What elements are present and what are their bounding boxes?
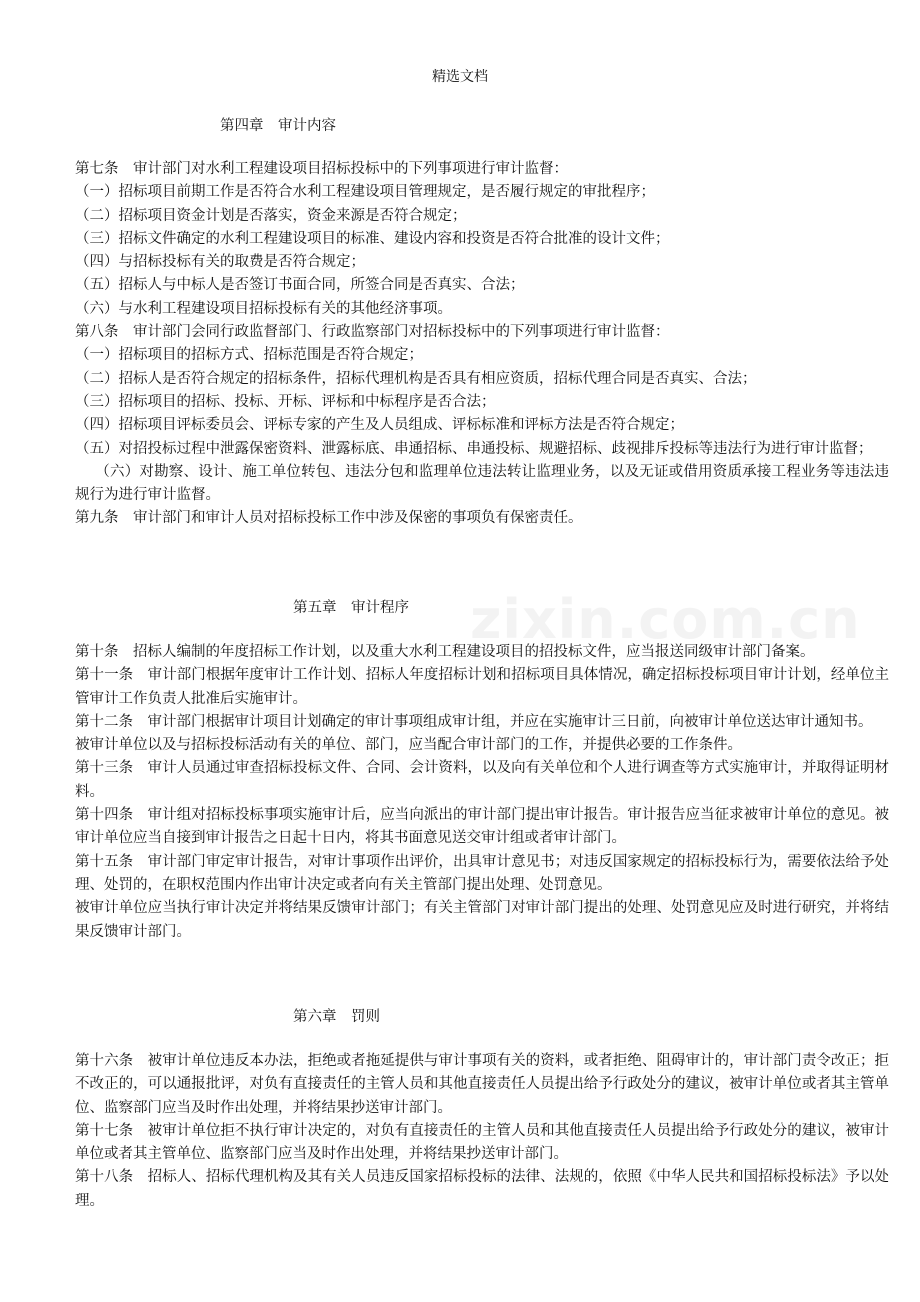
article-7-item: （四）与招标投标有关的取费是否符合规定； — [75, 254, 365, 271]
chapter-5-body — [75, 641, 889, 944]
article-7-head: 第七条 审计部门对水利工程建设项目招标投标中的下列事项进行审计监督： — [75, 161, 568, 177]
article-7-item: （五）招标人与中标人是否签订书面合同，所签合同是否真实、合法； — [75, 277, 525, 294]
article-8-item: （五）对招投标过程中泄露保密资料、泄露标底、串通招标、串通投标、规避招标、歧视排斥投标等违法行为进行审计监督； — [75, 440, 873, 457]
chapter-6-body — [75, 1050, 889, 1213]
article-8-item: （二）招标人是否符合规定的招标条件，招标代理机构是否具有相应资质，招标代理合同是否真实、合法； — [75, 370, 757, 387]
article-7-item: （六）与水利工程建设项目招标投标有关的其他经济事项。 — [75, 300, 452, 317]
article-15-cont: 被审计单位应当执行审计决定并将结果反馈审计部门；有关主管部门对审计部门提出的处理、处罚意见应及时进行研究，并将结果反馈审计部门。 — [75, 900, 889, 940]
chapter-4-title: 第四章 审计内容 — [220, 118, 336, 134]
site-watermark: zixin.com.cn — [470, 588, 861, 651]
article-7-item: （一）招标项目前期工作是否符合水利工程建设项目管理规定，是否履行规定的审批程序； — [75, 184, 655, 201]
article-12-cont: 被审计单位以及与招标投标活动有关的单位、部门，应当配合审计部门的工作，并提供必要的工作条件。 — [75, 737, 742, 754]
article-15: 第十五条 审计部门审定审计报告，对审计事项作出评价，出具审计意见书；对违反国家规定的招标投标行为，需要依法给予处理、处罚的，在职权范围内作出审计决定或者向有关主管部门提出处理、处罚意见。 — [75, 853, 889, 893]
article-7-item: （三）招标文件确定的水利工程建设项目的标准、建设内容和投资是否符合批准的设计文件； — [75, 230, 670, 247]
article-8-item: （六）对勘察、设计、施工单位转包、违法分包和监理单位违法转让监理业务，以及无证或借用资质承接工程业务等违法违规行为进行审计监督。 — [75, 463, 889, 504]
article-17: 第十七条 被审计单位拒不执行审计决定的，对负有直接责任的主管人员和其他直接责任人员提出给予行政处分的建议，被审计单位或者其主管单位、监察部门应当及时作出处理，并将结果抄送审计部门。 — [75, 1122, 889, 1163]
article-7-item: （二）招标项目资金计划是否落实，资金来源是否符合规定； — [75, 207, 467, 224]
article-8-item: （四）招标项目评标委员会、评标专家的产生及人员组成、评标标准和评标方法是否符合规定； — [75, 417, 684, 434]
article-8-item: （三）招标项目的招标、投标、开标、评标和中标程序是否合法； — [75, 393, 496, 410]
article-12: 第十二条 审计部门根据审计项目计划确定的审计事项组成审计组，并应在实施审计三日前，向被审计单位送达审计通知书。 — [75, 713, 873, 730]
page-header: 精选文档 — [432, 69, 488, 85]
chapter-6-title: 第六章 罚则 — [293, 1009, 380, 1025]
article-13: 第十三条 审计人员通过审查招标投标文件、合同、会计资料，以及向有关单位和个人进行调查等方式实施审计，并取得证明材料。 — [75, 760, 889, 800]
article-10: 第十条 招标人编制的年度招标工作计划，以及重大水利工程建设项目的招投标文件，应当报送同级审计部门备案。 — [75, 644, 815, 660]
article-8-item: （一）招标项目的招标方式、招标范围是否符合规定； — [75, 347, 423, 364]
article-8-head: 第八条 审计部门会同行政监督部门、行政监察部门对招标投标中的下列事项进行审计监督： — [75, 324, 670, 341]
article-9: 第九条 审计部门和审计人员对招标投标工作中涉及保密的事项负有保密责任。 — [75, 510, 583, 527]
article-16: 第十六条 被审计单位违反本办法，拒绝或者拖延提供与审计事项有关的资料，或者拒绝、阻碍审计的，审计部门责令改正；拒不改正的，可以通报批评，对负有直接责任的主管人员和其他直接责任人员提出给予行政处分的建议，被审计单位或者其主管单位、监察部门应当及时作出处理，并将结果抄送审计部门。 — [75, 1053, 889, 1116]
chapter-4-body — [75, 158, 889, 531]
article-14: 第十四条 审计组对招标投标事项实施审计后，应当向派出的审计部门提出审计报告。审计报告应当征求被审计单位的意见。被审计单位应当自接到审计报告之日起十日内，将其书面意见送交审计组或者审计部门。 — [75, 807, 889, 847]
article-18: 第十八条 招标人、招标代理机构及其有关人员违反国家招标投标的法律、法规的，依照《中华人民共和国招标投标法》予以处理。 — [75, 1169, 889, 1209]
article-11: 第十一条 审计部门根据年度审计工作计划、招标人年度招标计划和招标项目具体情况，确定招标投标项目审计计划，经单位主管审计工作负责人批准后实施审计。 — [75, 667, 889, 707]
chapter-5-title: 第五章 审计程序 — [293, 600, 409, 616]
